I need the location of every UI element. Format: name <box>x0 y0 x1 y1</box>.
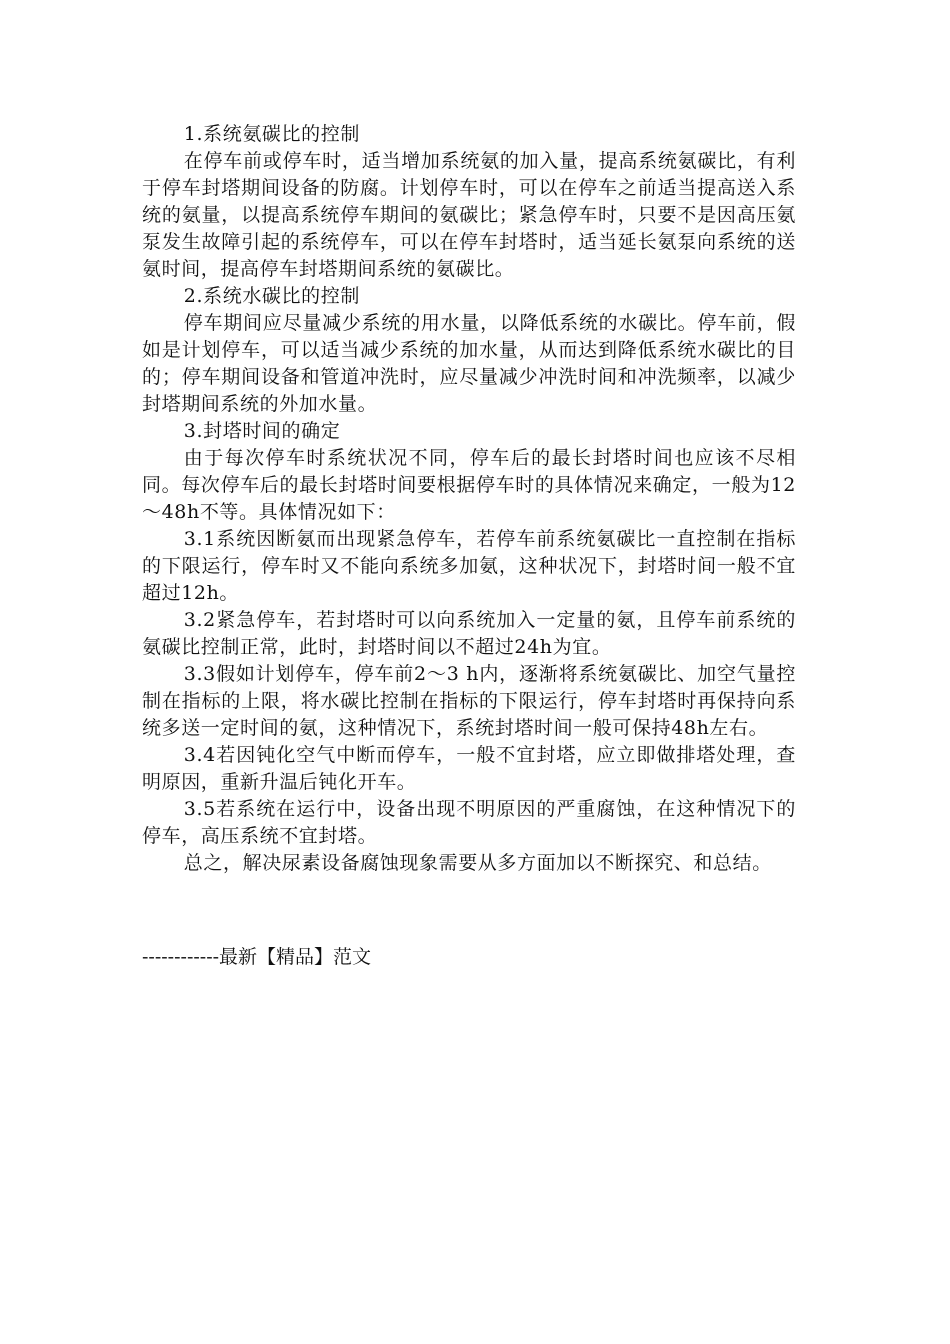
document-body <box>142 121 796 877</box>
list-item-3-4: 3.4若因钝化空气中断而停车，一般不宜封塔，应立即做排塔处理，查明原因，重新升温后钝化开车。 <box>142 744 796 793</box>
paragraph: 停车期间应尽量减少系统的用水量，以降低系统的水碳比。停车前，假如是计划停车，可以适当减少系统的加水量，从而达到降低系统水碳比的目的；停车期间设备和管道冲洗时，应尽量减少冲洗时间和冲洗频率，以减少封塔期间系统的外加水量。 <box>142 312 796 415</box>
conclusion-paragraph: 总之，解决尿素设备腐蚀现象需要从多方面加以不断探究、和总结。 <box>183 852 772 874</box>
list-item-3-3: 3.3假如计划停车，停车前2～3 h内，逐渐将系统氨碳比、加空气量控制在指标的上限，将水碳比控制在指标的下限运行，停车封塔时再保持向系统多送一定时间的氨，这种情况下，系统封塔时间一般可保持48h左右。 <box>142 663 796 739</box>
paragraph: 由于每次停车时系统状况不同，停车后的最长封塔时间也应该不尽相同。每次停车后的最长封塔时间要根据停车时的具体情况来确定，一般为12～48h不等。具体情况如下： <box>142 447 796 523</box>
section-heading-3: 3.封塔时间的确定 <box>183 420 341 442</box>
paragraph: 在停车前或停车时，适当增加系统氨的加入量，提高系统氨碳比，有利于停车封塔期间设备的防腐。计划停车时，可以在停车之前适当提高送入系统的氨量，以提高系统停车期间的氨碳比；紧急停车时，只要不是因高压氨泵发生故障引起的系统停车，可以在停车封塔时，适当延长氨泵向系统的送氨时间，提高停车封塔期间系统的氨碳比。 <box>142 150 796 280</box>
section-heading-2: 2.系统水碳比的控制 <box>183 285 360 307</box>
list-item-3-5: 3.5若系统在运行中，设备出现不明原因的严重腐蚀，在这种情况下的停车，高压系统不宜封塔。 <box>142 798 796 847</box>
list-item-3-1: 3.1系统因断氨而出现紧急停车，若停车前系统氨碳比一直控制在指标的下限运行，停车时又不能向系统多加氨，这种状况下，封塔时间一般不宜超过12h。 <box>142 528 796 604</box>
footer-text: ------------最新【精品】范文 <box>142 946 372 968</box>
section-heading-1: 1.系统氨碳比的控制 <box>183 123 360 145</box>
list-item-3-2: 3.2紧急停车，若封塔时可以向系统加入一定量的氨，且停车前系统的氨碳比控制正常，此时，封塔时间以不超过24h为宜。 <box>142 609 796 658</box>
